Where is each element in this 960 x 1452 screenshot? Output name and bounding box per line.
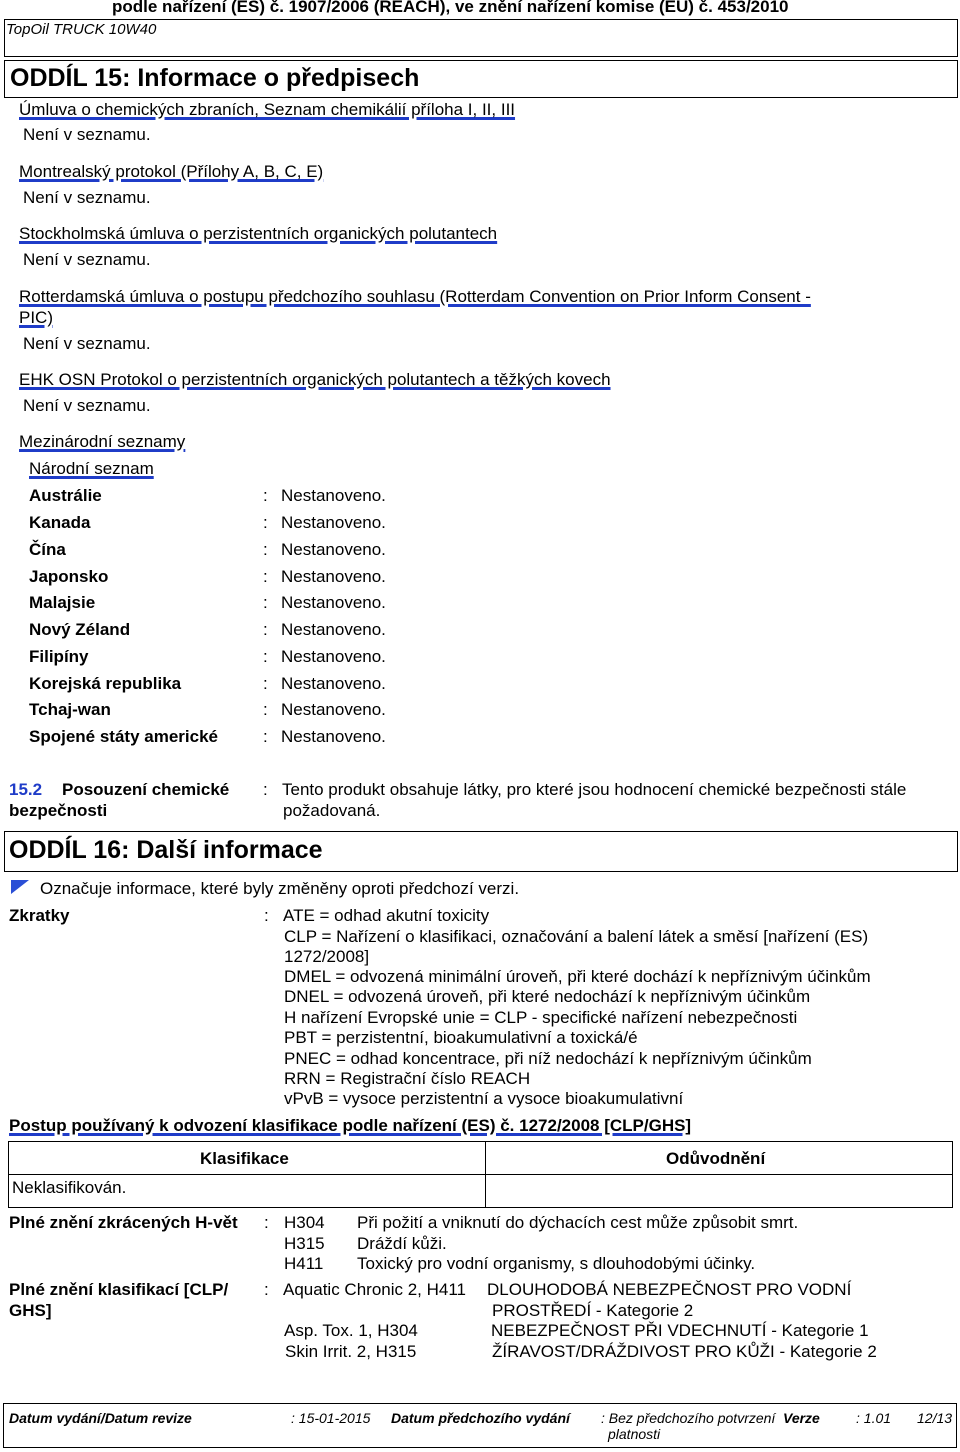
country-name: Austrálie [29,486,102,505]
country-name: Japonsko [29,567,109,586]
previous-date-value: : Bez předchozího potvrzení [601,1410,776,1426]
colon: : [263,540,268,559]
abbreviation-item: H nařízení Evropské unie = CLP - specifické nařízení nebezpečnosti [284,1008,798,1027]
table-row-divider [8,1174,953,1175]
previous-date-label: Datum předchozího vydání [391,1410,570,1426]
abbreviation-item: DMEL = odvozená minimální úroveň, při které dochází k nepříznivým účinkům [284,967,871,986]
h-text: Toxický pro vodní organismy, s dlouhodobými účinky. [357,1254,756,1273]
version-label: Verze [783,1410,820,1426]
convention-title: EHK OSN Protokol o perzistentních organických polutantech a těžkých kovech [19,370,611,389]
clp-label: Plné znění klasifikací [CLP/ [9,1280,229,1299]
country-name: Kanada [29,513,91,532]
product-name: TopOil TRUCK 10W40 [6,21,157,38]
convention-value: Není v seznamu. [23,125,151,144]
country-value: Nestanoveno. [281,700,386,719]
assessment-label: Posouzení chemické [62,780,230,799]
colon: : [263,780,268,799]
clp-label-cont: GHS] [9,1301,52,1320]
h-code: H304 [284,1213,325,1232]
clp-code: Asp. Tox. 1, H304 [284,1321,418,1340]
assessment-label-cont: bezpečnosti [9,801,108,820]
abbreviations-label: Zkratky [9,906,70,925]
colon: : [264,1213,269,1232]
abbreviation-item: PNEC = odhad koncentrace, při níž nedochází k nepříznivým účinkům [284,1049,812,1068]
country-value: Nestanoveno. [281,647,386,666]
convention-value: Není v seznamu. [23,396,151,415]
regulation-header: podle nařízení (ES) č. 1907/2006 (REACH), ve znění nařízení komise (EU) č. 453/2010 [112,0,789,16]
h-code: H411 [284,1254,324,1273]
country-name: Čína [29,540,66,559]
colon: : [264,906,269,925]
country-value: Nestanoveno. [281,593,386,612]
changed-note: Označuje informace, které byly změněny oproti předchozí verzi. [40,879,520,898]
convention-title: Stockholmská úmluva o perzistentních organických polutantech [19,224,498,243]
product-box [4,19,958,57]
convention-title-cont: PIC) [19,308,53,327]
table-cell-classification: Neklasifikován. [12,1178,127,1197]
colon: : [263,620,268,639]
convention-title: Montrealský protokol (Přílohy A, B, C, E) [19,162,324,181]
h-text: Při požití a vniknutí do dýchacích cest může způsobit smrt. [357,1213,799,1232]
version-value: : 1.01 [856,1410,892,1426]
table-header-justification: Odůvodnění [666,1149,766,1168]
h-code: H315 [284,1234,325,1253]
convention-title: Rotterdamská úmluva o postupu předchozího souhlasu (Rotterdam Convention on Prior Inform Consent - [19,287,811,306]
country-name: Malajsie [29,593,96,612]
country-value: Nestanoveno. [281,567,386,586]
country-value: Nestanoveno. [281,486,386,505]
convention-value: Není v seznamu. [23,188,151,207]
colon: : [263,674,268,693]
convention-title: Úmluva o chemických zbraních, Seznam chemikálií příloha I, II, III [19,100,516,119]
colon: : [263,593,268,612]
issue-date-value: : 15-01-2015 [291,1410,371,1426]
abbreviation-item: 1272/2008] [284,947,370,966]
country-value: Nestanoveno. [281,674,386,693]
abbreviation-item: DNEL = odvozená úroveň, při které nedochází k nepříznivým účinkům [284,987,811,1006]
clp-text: ŽÍRAVOST/DRÁŽDIVOST PRO KŮŽI - Kategorie 2 [492,1342,877,1361]
h-statements-label: Plné znění zkrácených H-vět [9,1213,238,1232]
changed-marker-icon [11,880,29,894]
country-value: Nestanoveno. [281,513,386,532]
section16-title: ODDÍL 16: Další informace [9,836,323,864]
colon: : [263,647,268,666]
section15-title: ODDÍL 15: Informace o předpisech [10,64,420,92]
colon: : [263,567,268,586]
abbreviation-item: vPvB = vysoce perzistentní a vysoce bioakumulativní [284,1089,684,1108]
country-value: Nestanoveno. [281,540,386,559]
colon: : [263,700,268,719]
country-name: Nový Zéland [29,620,131,639]
country-name: Spojené státy americké [29,727,218,746]
clp-code: Skin Irrit. 2, H315 [285,1342,417,1361]
country-name: Tchaj-wan [29,700,111,719]
procedure-title: Postup používaný k odvození klasifikace podle nařízení (ES) č. 1272/2008 [CLP/GHS] [9,1116,692,1135]
assessment-number: 15.2 [9,780,43,799]
abbreviation-item: RRN = Registrační číslo REACH [284,1069,531,1088]
national-list-heading: Národní seznam [29,459,154,478]
country-value: Nestanoveno. [281,620,386,639]
abbreviation-item: CLP = Nařízení o klasifikaci, označování a balení látek a směsí [nařízení (ES) [284,927,869,946]
h-text: Dráždí kůži. [357,1234,447,1253]
table-header-classification: Klasifikace [200,1149,289,1168]
colon: : [263,486,268,505]
country-name: Korejská republika [29,674,182,693]
international-lists-heading: Mezinárodní seznamy [19,432,186,451]
clp-text-cont: PROSTŘEDÍ - Kategorie 2 [492,1301,694,1320]
country-name: Filipíny [29,647,89,666]
country-value: Nestanoveno. [281,727,386,746]
issue-date-label: Datum vydání/Datum revize [9,1410,192,1426]
assessment-value: Tento produkt obsahuje látky, pro které jsou hodnocení chemické bezpečnosti stále [282,780,907,799]
clp-text: DLOUHODOBÁ NEBEZPEČNOST PRO VODNÍ [487,1280,852,1299]
assessment-value-cont: požadovaná. [283,801,381,820]
colon: : [263,727,268,746]
clp-text: NEBEZPEČNOST PŘI VDECHNUTÍ - Kategorie 1 [491,1321,869,1340]
previous-date-value-cont: platnosti [608,1426,661,1442]
abbreviation-item: ATE = odhad akutní toxicity [283,906,490,925]
clp-code: Aquatic Chronic 2, H411 [283,1280,467,1299]
colon: : [263,513,268,532]
abbreviation-item: PBT = perzistentní, bioakumulativní a toxická/é [284,1028,638,1047]
colon: : [264,1280,269,1299]
convention-value: Není v seznamu. [23,334,151,353]
page-number: 12/13 [917,1410,953,1426]
convention-value: Není v seznamu. [23,250,151,269]
